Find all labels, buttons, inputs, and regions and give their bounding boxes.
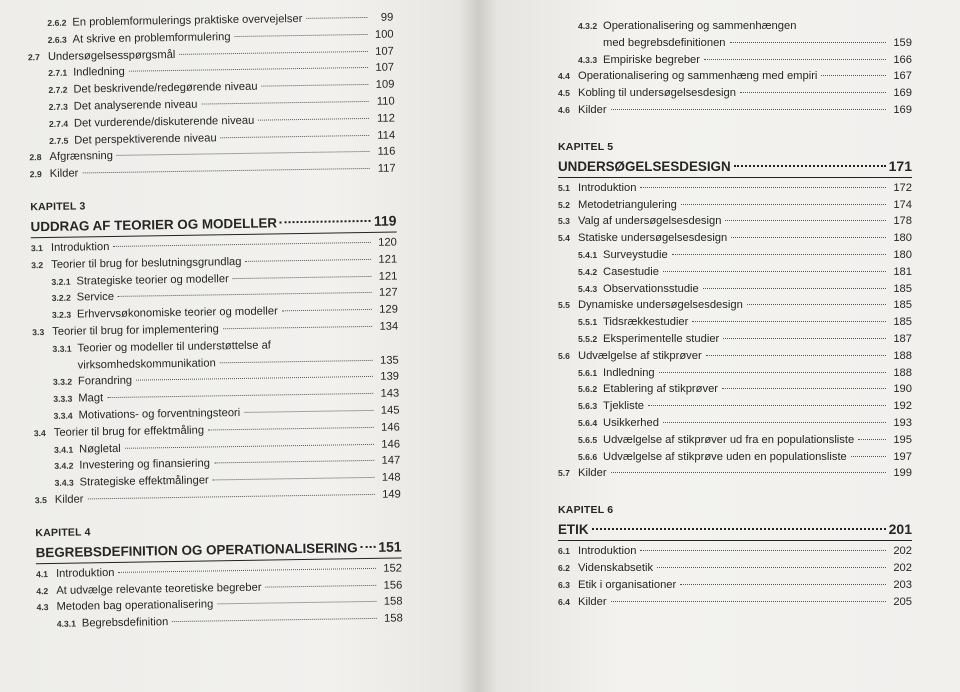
section-title: Indledning	[603, 366, 655, 379]
toc-list	[36, 562, 403, 635]
section-number: 3.4	[33, 427, 46, 438]
section-number: 4.1	[35, 568, 49, 579]
page-number: 100	[374, 28, 394, 41]
section-title: Casestudie	[603, 265, 659, 278]
toc-entry[interactable]	[558, 299, 912, 316]
page-number: 146	[381, 421, 400, 434]
toc-list	[558, 545, 912, 612]
section-title: Teorier til brug for beslutningsgrundlag	[51, 255, 242, 271]
page-number: 143	[380, 387, 400, 400]
page-number: 148	[381, 471, 401, 484]
toc-entry[interactable]	[558, 283, 912, 300]
page-number: 158	[384, 612, 403, 625]
page-number: 156	[383, 578, 403, 592]
section-number: 3.3	[32, 327, 45, 338]
section-title: Udvælgelse af stikprøver ud fra en populationsliste	[603, 433, 855, 446]
chapter-page: 119	[373, 212, 397, 229]
page-number: 180	[893, 248, 912, 261]
section-number: 3.1	[30, 243, 43, 254]
dot-leader	[244, 410, 373, 413]
toc-entry[interactable]	[558, 54, 912, 71]
section-title: Statiske undersøgelsesdesign	[578, 232, 728, 245]
section-title: Teorier til brug for implementering	[52, 323, 219, 338]
section-title: Forandring	[77, 375, 133, 388]
page-number: 127	[378, 286, 398, 300]
toc-entry[interactable]	[558, 266, 912, 283]
toc-list	[558, 182, 912, 484]
dot-leader	[657, 567, 886, 568]
dot-leader	[672, 254, 886, 255]
section-title: Nøgletal	[78, 442, 121, 456]
section-title: Valg af undersøgelsesdesign	[578, 215, 722, 228]
section-title: Udvælgelse af stikprøve uden en populationsliste	[603, 450, 847, 463]
page-number: 149	[382, 488, 401, 501]
page-number: 145	[380, 404, 400, 417]
toc-list	[558, 20, 912, 121]
page-number: 203	[893, 578, 912, 591]
dot-leader	[265, 584, 376, 587]
page-number: 188	[893, 349, 912, 362]
section-number: 2.9	[29, 169, 42, 180]
section-title: Kilder	[578, 103, 607, 116]
toc-right	[478, 0, 960, 612]
section-number: 3.4.2	[54, 460, 74, 472]
left-page	[0, 0, 478, 692]
section-title: Tidsrækkestudier	[603, 316, 689, 329]
toc-entry[interactable]	[558, 104, 912, 121]
section-number: 5.6.2	[578, 384, 598, 395]
section-title: Indledning	[73, 66, 125, 79]
section-title: Usikkerhed	[603, 416, 659, 429]
section-title: Tjekliste	[603, 400, 645, 413]
dot-leader	[87, 494, 374, 500]
section-number: 3.3.3	[53, 393, 73, 405]
section-title: Observationsstudie	[603, 282, 699, 295]
chapter-title: UNDERSØGELSESDESIGN	[558, 158, 731, 174]
section-number: 3.2.1	[51, 276, 71, 287]
dot-leader	[361, 546, 376, 548]
dot-leader	[245, 259, 371, 262]
section-title: Det vurderende/diskuterende niveau	[73, 114, 255, 130]
dot-leader	[220, 359, 373, 362]
section-title: Eksperimentelle studier	[603, 332, 720, 345]
dot-leader	[136, 376, 373, 381]
dot-leader	[201, 101, 368, 105]
page-number: 193	[893, 416, 912, 429]
dot-leader	[725, 220, 886, 221]
dot-leader	[734, 165, 886, 167]
dot-leader	[221, 135, 370, 138]
section-title: Strategiske effektmålinger	[79, 474, 209, 489]
dot-leader	[704, 59, 886, 60]
section-number: 5.6	[558, 350, 570, 361]
page-number: 99	[380, 11, 394, 24]
section-number: 5.3	[558, 216, 570, 227]
dot-leader	[113, 242, 371, 247]
section-number: 2.7.3	[48, 101, 68, 112]
toc-entry[interactable]	[558, 579, 912, 596]
section-number: 5.5.1	[578, 317, 598, 328]
chapter-page: 171	[888, 157, 912, 174]
page-number: 202	[893, 561, 912, 574]
dot-leader	[261, 84, 368, 87]
page-number: 185	[893, 316, 912, 329]
section-title: Introduktion	[578, 181, 637, 194]
section-title: Metodetriangulering	[578, 198, 677, 211]
page-number: 205	[893, 595, 912, 608]
section-title: Kilder	[578, 467, 607, 480]
toc-entry[interactable]	[558, 417, 912, 434]
page-number: 174	[893, 198, 912, 211]
toc-entry[interactable]	[558, 350, 912, 367]
section-number: 3.3.1	[52, 343, 72, 354]
section-title: Investering og finansiering	[79, 457, 211, 472]
dot-leader	[223, 326, 372, 329]
section-title-continued: virksomhedskommunikation	[77, 356, 216, 372]
toc-entry[interactable]	[558, 333, 912, 350]
dot-leader	[723, 338, 886, 339]
section-number: 4.3.2	[578, 21, 598, 31]
dot-leader	[208, 427, 374, 431]
section-number: 3.5	[34, 494, 47, 506]
section-number: 3.2.2	[51, 292, 71, 304]
chapter-title: UDDRAG AF TEORIER OG MODELLER	[30, 215, 278, 235]
section-title: Teorier og modeller til understøttelse af	[77, 339, 271, 355]
section-title: Erhvervsøkonomiske teorier og modeller	[76, 305, 278, 321]
toc-entry[interactable]	[558, 434, 912, 451]
dot-leader	[858, 439, 886, 440]
page-number: 134	[379, 320, 399, 333]
toc-entry[interactable]	[558, 70, 912, 87]
section-number: 5.4.1	[578, 249, 598, 260]
page-number: 169	[893, 87, 912, 100]
dot-leader	[118, 292, 372, 297]
section-number: 5.6.4	[578, 417, 598, 428]
chapter-title: BEGREBSDEFINITION OG OPERATIONALISERING	[35, 539, 358, 560]
section-number: 3.2	[31, 259, 44, 271]
section-title: Introduktion	[55, 566, 115, 580]
toc-entry[interactable]	[558, 20, 912, 37]
page-number: 110	[376, 95, 395, 108]
section-title: Dynamiske undersøgelsesdesign	[578, 299, 743, 312]
dot-leader	[680, 584, 886, 585]
section-number: 4.3	[36, 602, 49, 613]
section-title: Strategiske teorier og modeller	[76, 272, 229, 288]
dot-leader	[692, 321, 886, 322]
toc-entry[interactable]	[558, 467, 912, 484]
section-number: 2.7.2	[48, 84, 68, 96]
toc-entry[interactable]	[558, 215, 912, 232]
page-number: 172	[893, 181, 912, 194]
section-number: 2.8	[29, 152, 42, 163]
section-number: 4.3.3	[578, 54, 598, 65]
page-number: 199	[893, 467, 912, 480]
section-title: Det analyserende niveau	[73, 98, 198, 113]
chapter-label: KAPITEL 5	[558, 140, 614, 153]
section-number: 5.6.6	[578, 451, 598, 462]
page-number: 185	[893, 299, 912, 312]
dot-leader	[730, 42, 886, 43]
section-number: 5.1	[558, 182, 570, 193]
section-title: Det perspektiverende niveau	[74, 131, 217, 147]
dot-leader	[640, 187, 886, 188]
chapter-page: 151	[378, 538, 402, 555]
chapter-heading[interactable]	[558, 518, 912, 541]
chapter-title: ETIK	[558, 522, 589, 538]
dot-leader	[233, 275, 372, 278]
page-number: 180	[893, 232, 912, 245]
dot-leader	[217, 601, 376, 605]
toc-entry[interactable]	[558, 400, 912, 417]
page-number: 197	[893, 450, 912, 463]
section-number: 6.3	[558, 579, 570, 590]
page-number: 107	[375, 61, 395, 75]
section-number: 5.6.5	[578, 434, 598, 445]
page-number: 181	[893, 265, 912, 278]
page-number: 121	[378, 270, 398, 283]
dot-leader	[213, 477, 375, 481]
section-number: 2.6.2	[47, 17, 67, 28]
page-number: 190	[893, 383, 912, 396]
section-number: 6.1	[558, 546, 570, 557]
toc-entry[interactable]	[558, 87, 912, 104]
page-number: 121	[378, 253, 398, 266]
page-number: 166	[893, 53, 912, 66]
toc-entry[interactable]	[558, 545, 912, 562]
section-title-continued: med begrebsdefinitionen	[603, 36, 726, 49]
dot-leader	[118, 568, 376, 573]
section-title: Surveystudie	[603, 248, 668, 261]
chapter-label: KAPITEL 3	[30, 200, 86, 214]
dot-leader	[214, 460, 374, 464]
dot-leader	[125, 443, 374, 448]
section-number: 4.4	[558, 71, 570, 82]
section-title: Udvælgelse af stikprøver	[578, 349, 702, 362]
dot-leader	[280, 220, 371, 223]
section-title: Introduktion	[578, 545, 637, 558]
section-number: 4.2	[36, 585, 49, 596]
section-title: Begrebsdefinition	[81, 616, 169, 630]
page-number: 135	[379, 354, 399, 367]
toc-entry[interactable]	[558, 383, 912, 400]
toc-entry[interactable]	[558, 199, 912, 216]
toc-entry[interactable]	[558, 249, 912, 266]
page-number: 152	[383, 562, 403, 575]
dot-leader	[648, 405, 886, 406]
section-number: 2.7.5	[49, 135, 69, 146]
page-number: 159	[893, 36, 912, 49]
dot-leader	[731, 237, 886, 238]
toc-entry[interactable]	[558, 562, 912, 579]
chapter-heading[interactable]	[558, 155, 912, 178]
section-title: At skrive en problemformulering	[72, 30, 231, 46]
section-title: Det beskrivende/redegørende niveau	[73, 80, 258, 96]
toc-entry[interactable]	[558, 182, 912, 199]
chapter-label: KAPITEL 6	[558, 504, 614, 517]
dot-leader	[258, 118, 369, 121]
dot-leader	[235, 34, 368, 37]
toc-list	[31, 236, 401, 510]
right-page	[478, 0, 960, 692]
section-title: Undersøgelsesspørgsmål	[47, 48, 176, 63]
section-number: 2.6.3	[47, 34, 67, 45]
section-number: 5.6.1	[578, 367, 598, 378]
section-number: 4.5	[558, 88, 570, 99]
dot-leader	[117, 151, 370, 156]
chapter-page: 201	[888, 521, 912, 538]
page-number: 187	[893, 332, 912, 345]
toc-list	[27, 12, 396, 186]
page-number: 109	[375, 78, 395, 92]
dot-leader	[107, 393, 373, 398]
section-title: Magt	[78, 392, 104, 405]
page-number: 114	[377, 129, 396, 142]
section-title: En problemformulerings praktiske overvejelser	[72, 12, 303, 29]
dot-leader	[681, 204, 886, 205]
section-number: 5.5	[558, 300, 570, 311]
toc-entry[interactable]	[558, 316, 912, 333]
page-number: 147	[381, 454, 401, 468]
section-title: Kobling til undersøgelsesdesign	[578, 87, 736, 100]
toc-entry[interactable]	[558, 367, 912, 384]
dot-leader	[306, 17, 367, 19]
section-number: 2.7	[27, 51, 40, 62]
dot-leader	[282, 309, 372, 311]
chapter-label: KAPITEL 4	[35, 526, 91, 539]
page-number: 192	[893, 400, 912, 413]
dot-leader	[82, 168, 369, 174]
page-number: 107	[375, 45, 394, 58]
page-number: 116	[377, 145, 396, 159]
toc-entry[interactable]	[558, 232, 912, 249]
dot-leader	[706, 355, 886, 356]
toc-entry-continued	[558, 37, 912, 54]
dot-leader	[740, 92, 886, 93]
page-number: 120	[378, 236, 397, 249]
section-title: Empiriske begreber	[603, 53, 701, 66]
section-title: Etablering af stikprøver	[603, 383, 719, 396]
page-number: 158	[383, 595, 403, 609]
section-number: 2.7.1	[48, 68, 68, 79]
section-number: 3.2.3	[51, 309, 72, 321]
section-title: Teorier til brug for effektmåling	[53, 424, 205, 439]
page-number: 185	[893, 282, 912, 295]
dot-leader	[611, 601, 886, 602]
dot-leader	[611, 472, 886, 473]
page-number: 195	[893, 433, 912, 446]
section-number: 3.3.4	[53, 410, 73, 421]
page-number: 167	[893, 70, 912, 83]
section-number: 5.6.3	[578, 401, 598, 412]
section-title: Introduktion	[50, 240, 110, 254]
section-number: 6.2	[558, 562, 570, 573]
section-title: Kilder	[49, 167, 79, 181]
section-title: Kilder	[578, 595, 607, 608]
section-number: 5.2	[558, 199, 570, 210]
toc-entry[interactable]	[558, 596, 912, 613]
dot-leader	[663, 422, 886, 423]
section-number: 5.4.3	[578, 283, 598, 294]
dot-leader	[659, 372, 886, 373]
section-title: Metoden bag operationalisering	[56, 598, 214, 614]
page-number: 112	[376, 112, 396, 125]
page-number: 129	[379, 303, 399, 316]
section-title: At udvælge relevante teoretiske begreber	[56, 581, 262, 597]
section-title: Operationalisering og sammenhængen	[603, 20, 797, 32]
toc-left	[0, 0, 483, 636]
toc-entry[interactable]	[558, 451, 912, 468]
section-title: Etik i organisationer	[578, 578, 677, 591]
section-number: 3.4.1	[53, 444, 74, 455]
section-number: 5.4	[558, 233, 570, 244]
dot-leader	[172, 618, 377, 622]
page-number: 188	[893, 366, 912, 379]
page-number: 146	[381, 438, 401, 451]
page-number: 178	[893, 215, 912, 228]
section-number: 4.3.1	[56, 618, 77, 630]
section-title: Service	[76, 291, 115, 304]
dot-leader	[722, 388, 886, 389]
section-number: 4.6	[558, 104, 570, 115]
dot-leader	[611, 109, 886, 110]
dot-leader	[663, 271, 886, 272]
dot-leader	[592, 528, 886, 530]
dot-leader	[747, 304, 886, 305]
section-title: Motivations- og forventningsteori	[78, 406, 241, 422]
dot-leader	[129, 67, 368, 72]
section-number: 3.3.2	[52, 376, 73, 388]
section-number: 5.7	[558, 468, 570, 479]
page-number: 202	[893, 545, 912, 558]
section-number: 6.4	[558, 596, 570, 607]
page-number: 169	[893, 103, 912, 116]
page-number: 139	[380, 370, 400, 384]
dot-leader	[851, 456, 886, 457]
section-number: 5.4.2	[578, 266, 598, 277]
section-number: 3.4.3	[54, 477, 74, 489]
dot-leader	[703, 288, 886, 289]
page-number: 117	[377, 162, 396, 175]
dot-leader	[179, 51, 368, 55]
dot-leader	[640, 550, 886, 551]
section-title: Kilder	[54, 493, 84, 506]
section-title: Videnskabsetik	[578, 561, 654, 574]
dot-leader	[821, 75, 886, 76]
section-title: Afgrænsning	[49, 150, 114, 164]
section-number: 2.7.4	[48, 118, 69, 129]
section-number: 5.5.2	[578, 333, 598, 344]
section-title: Operationalisering og sammenhæng med empiri	[578, 70, 818, 83]
